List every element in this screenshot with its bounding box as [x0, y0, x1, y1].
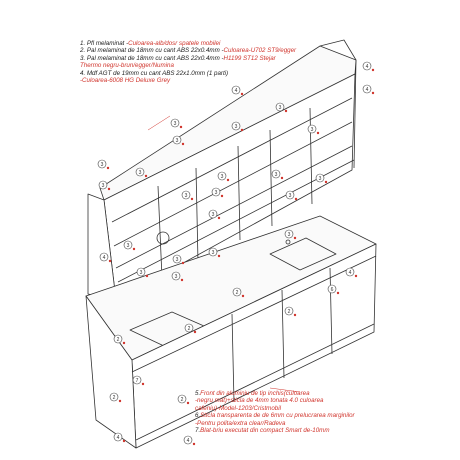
- part-marker-dot: [295, 198, 297, 200]
- part-marker-label: 3: [100, 161, 104, 168]
- legend-line-text: 3. Pal melaminat de 18mm cu cant ABS 22x0.4mm -: [80, 54, 224, 62]
- legend-line-text: 1. Pfl melaminat -: [80, 40, 129, 47]
- part-marker-dot: [372, 69, 374, 71]
- part-marker-dot: [182, 143, 184, 145]
- legend-line-highlight: Front din aluminiu de tip inchis(culoarea: [200, 390, 310, 397]
- legend-line: [80, 40, 296, 47]
- part-marker-dot: [133, 248, 135, 250]
- part-marker-dot: [281, 177, 283, 179]
- legend-line-highlight: Blat-briu executat din compact Smart de-10mm: [200, 427, 330, 435]
- part-marker-label: 2: [116, 336, 120, 343]
- part-marker-dot: [109, 260, 111, 262]
- part-marker-dot: [372, 92, 374, 94]
- legend-line-highlight: H1199 ST12 Stejar: [223, 54, 276, 62]
- part-marker-label: 2: [112, 394, 116, 401]
- part-marker-dot: [142, 383, 144, 385]
- part-marker-dot: [182, 262, 184, 264]
- part-marker-dot: [119, 400, 121, 402]
- part-marker-dot: [187, 402, 189, 404]
- part-marker: [363, 85, 374, 94]
- part-marker-dot: [355, 275, 357, 277]
- part-marker-label: 3: [173, 120, 177, 127]
- legend-line: [195, 427, 355, 434]
- part-marker-dot: [317, 132, 319, 134]
- legend-line: [195, 390, 355, 397]
- part-marker-dot: [181, 279, 183, 281]
- part-marker-label: 6: [330, 286, 334, 293]
- materials-legend-top: [80, 40, 296, 84]
- legend-line-highlight: -Culoarea-6008 HG Deluxe Grey: [80, 77, 171, 85]
- part-marker-label: 7: [135, 377, 139, 384]
- part-marker-label: 3: [211, 211, 215, 218]
- legend-line-text: 2. Pal melaminat de 18mm cu cant ABS 22x0.4mm -: [80, 47, 224, 55]
- part-marker: [171, 119, 182, 128]
- part-marker-dot: [108, 188, 110, 190]
- leader-line: [148, 116, 170, 130]
- part-marker-label: 3: [318, 175, 322, 182]
- part-marker: [184, 436, 195, 445]
- legend-line: [80, 70, 296, 77]
- part-marker-dot: [242, 295, 244, 297]
- materials-legend-bottom: [195, 390, 355, 434]
- legend-line-text: 7.: [195, 427, 201, 435]
- part-marker-label: 3: [278, 104, 282, 111]
- part-marker-label: 4: [234, 87, 238, 94]
- legend-line: [80, 55, 296, 62]
- part-marker-dot: [123, 342, 125, 344]
- part-marker-label: 2: [180, 396, 184, 403]
- part-marker-label: 2: [187, 325, 191, 332]
- legend-line-highlight: -Pentru polita/extra clear/Radeva: [195, 419, 286, 427]
- part-marker-dot: [285, 110, 287, 112]
- part-marker-label: 3: [220, 173, 224, 180]
- legend-line: [195, 412, 355, 419]
- legend-line-highlight: Culoarea-U702 ST9/egger: [223, 47, 297, 55]
- part-marker-label: 3: [234, 123, 238, 130]
- part-marker-label: 4: [102, 254, 106, 261]
- part-marker-label: 4: [348, 269, 352, 276]
- part-marker-dot: [294, 237, 296, 239]
- legend-line-text: 4. Mdf AGT de 19mm cu cant ABS 22x1.0mm (1 parti): [80, 69, 229, 77]
- part-marker-label: 4: [116, 434, 120, 441]
- part-marker-dot: [146, 275, 148, 277]
- part-marker-label: 3: [175, 137, 179, 144]
- legend-line-text: 5.: [195, 390, 201, 397]
- part-marker-label: 4: [365, 63, 369, 70]
- part-marker-dot: [145, 175, 147, 177]
- part-marker-dot: [227, 179, 229, 181]
- legend-line: [195, 420, 355, 427]
- legend-line: [195, 397, 355, 404]
- legend-line: [80, 62, 296, 69]
- part-marker-label: 3: [310, 126, 314, 133]
- part-marker-label: 3: [287, 231, 291, 238]
- legend-line-highlight: Culoarea-alb/dosr spatele mobilei: [128, 40, 221, 47]
- legend-line-highlight: -negru mat)+sticla de 4mm tonata 4.0 culoarea: [195, 397, 324, 405]
- part-marker-label: 2: [287, 308, 291, 315]
- part-marker-label: 2: [235, 289, 239, 296]
- part-marker-label: 4: [186, 437, 190, 444]
- part-marker-label: 3: [184, 192, 188, 199]
- part-marker-label: 3: [174, 273, 178, 280]
- part-marker-dot: [241, 93, 243, 95]
- part-marker-dot: [337, 292, 339, 294]
- part-marker: [363, 62, 374, 71]
- part-marker-dot: [221, 195, 223, 197]
- part-marker-label: 3: [101, 182, 105, 189]
- part-marker-label: 3: [274, 171, 278, 178]
- part-marker-label: 4: [365, 86, 369, 93]
- part-marker-dot: [218, 217, 220, 219]
- part-marker-label: 3: [288, 192, 292, 199]
- legend-line-highlight: Thermo negru-brun/egger/Numina: [80, 62, 174, 70]
- part-marker: [98, 160, 109, 169]
- part-marker-label: 3: [138, 169, 142, 176]
- part-marker-dot: [107, 167, 109, 169]
- part-marker-dot: [294, 314, 296, 316]
- part-marker-dot: [194, 331, 196, 333]
- part-marker-dot: [325, 181, 327, 183]
- part-marker-dot: [123, 440, 125, 442]
- part-marker-label: 3: [126, 242, 130, 249]
- legend-line: [195, 405, 355, 412]
- part-marker-dot: [180, 126, 182, 128]
- part-marker-dot: [193, 443, 195, 445]
- legend-line-highlight: Sticla transparenta de de 6mm cu prelucrarea marginilor: [200, 412, 355, 420]
- part-marker-label: 3: [214, 189, 218, 196]
- legend-line-text: 6.: [195, 412, 201, 420]
- legend-line: [80, 47, 296, 54]
- part-marker-dot: [191, 198, 193, 200]
- part-marker-label: 3: [211, 249, 215, 256]
- part-marker-label: 3: [175, 256, 179, 263]
- legend-line: [80, 77, 296, 84]
- part-marker: [232, 86, 243, 95]
- part-marker-dot: [218, 255, 220, 257]
- part-marker-dot: [241, 129, 243, 131]
- part-marker-label: 3: [139, 269, 143, 276]
- legend-line-highlight: cafeniu)-Model-1203/Cristmobil: [195, 404, 281, 412]
